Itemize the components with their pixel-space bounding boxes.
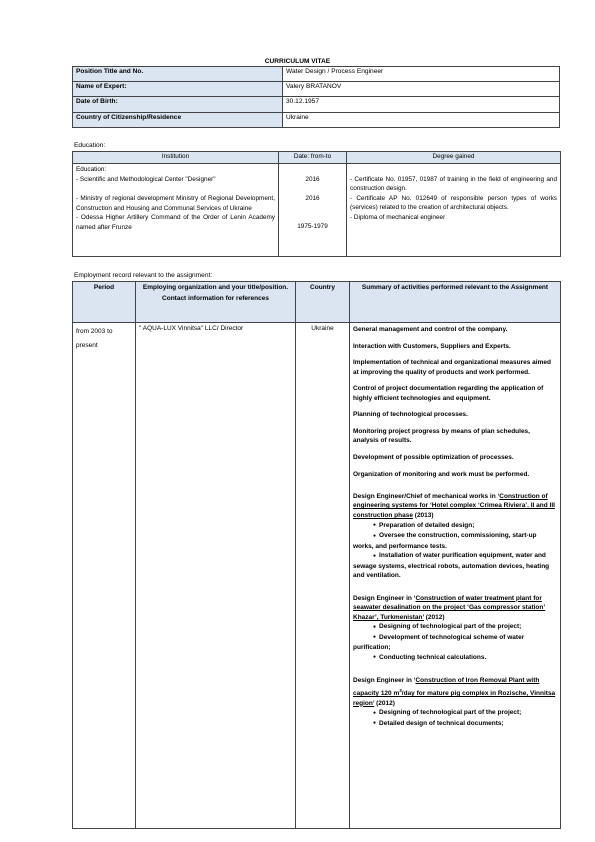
education-caption: Education: [74,142,106,149]
education-intro: Education: [76,166,107,173]
table-row [73,97,560,112]
table-row [73,67,560,82]
activity-item: Organization of monitoring and work must be performed. [353,470,530,478]
degree-text: - Certificate No. 01957, 01987 of training in the field of engineering and construction design. [350,175,557,192]
personal-info-table [72,66,560,128]
education-date: 1975-1979 [297,223,328,230]
project-heading [353,492,557,521]
field-value: 30.12.1957 [283,97,560,112]
table-row [73,323,561,829]
degree-text: - Certificate AP No. 012649 of responsible person types of works (services) related to the creation of architectural objects. [350,194,557,211]
project-year: (2012) [423,613,445,621]
project-year: (2012) [374,699,395,707]
column-header: Period [73,282,136,323]
degree-text: - Diploma of mechanical engineer [350,213,446,221]
activity-item: Planning of technological processes. [353,411,468,419]
superscript: 3 [399,687,402,693]
employment-caption: Employment record relevant to the assignment: [74,272,213,279]
period-cell: from 2003 to present [73,323,136,829]
project-title: Construction of water treatment plant for seawater desalination on the project ‘Gas compressor station’ Khazar’, Turkmenistan’ [353,594,546,621]
field-label: Position Title and No. [73,67,283,82]
date-cell [279,164,347,257]
project-heading [353,676,557,708]
column-header: Degree gained [347,152,561,164]
project-task-list [353,622,557,663]
activities-cell [350,323,561,829]
institution-name: - Ministry of regional development Ministry of Regional Development, Construction and Housing and Communal Services of Ukraine [76,195,275,212]
project-role: Design Engineer in ‘ [353,594,416,602]
table-row [73,82,560,97]
document-title: CURRICULUM VITAE [264,58,331,65]
column-header: Institution [73,152,279,164]
project-role: Design Engineer in ‘ [353,677,416,685]
column-header: Employing organization and your title/position. Contact information for references [136,282,296,323]
activity-item: Development of possible optimization of processes. [353,453,514,461]
project-title: Construction of engineering systems for ‘Hotel complex ‘Crimea Riviera’. II and III construction phase [353,492,555,519]
table-row [73,112,560,127]
column-header: Country [296,282,350,323]
education-date: 2016 [305,175,320,183]
field-label: Name of Expert: [73,82,283,97]
project-task-list [353,521,557,581]
field-label: Country of Citizenship/Residence [73,112,283,127]
project-title-part: /day for mature pig complex in Rozische, Vinnitsa region’ [353,690,556,707]
field-label: Date of Birth: [73,97,283,112]
field-value: Ukraine [283,112,560,127]
country-cell: Ukraine [296,323,350,829]
table-header-row [73,152,561,164]
project-year: (2013) [412,511,434,519]
activity-item: Monitoring project progress by means of plan schedules, analysis of results. [353,427,530,445]
education-table [72,151,561,257]
activity-item: Interaction with Customers, Suppliers and Experts. [353,342,511,350]
column-header: Date: from-to [279,152,347,164]
activity-item: Implementation of technical and organizational measures aimed at improving the quality of products and work performed. [353,359,551,376]
column-header: Summary of activities performed relevant to the Assignment [350,282,561,323]
organization-cell: " AQUA-LUX Vinnitsa" LLC/ Director [136,323,296,829]
project-task: ● Conducting technical calculations. [353,653,557,664]
employment-table [72,281,561,829]
institution-name: - Odessa Higher Artillery Command of the Order of Lenin Academy named after Frunze [76,214,275,231]
project-task-list [353,708,557,729]
field-value: Water Design / Process Engineer [283,67,560,82]
project-task: ● Development of technological scheme of water purification; [353,633,557,653]
project-task: ● Designing of technological part of the project; [353,622,557,633]
activity-item: General management and control of the company. [353,326,508,333]
institution-name: - Scientific and Methodological Center "Designer" [76,175,216,183]
project-heading [353,594,557,623]
institution-cell [73,164,279,257]
field-value: Valery BRATANOV [283,82,560,97]
table-row [73,164,561,257]
activity-item: Control of project documentation regarding the application of highly efficient technologies and equipment. [353,385,544,402]
degree-cell [347,164,561,257]
project-role: Design Engineer/Chief of mechanical works in ‘ [353,492,500,500]
education-date: 2016 [305,194,320,202]
table-header-row [73,282,561,323]
project-task: ● Designing of technological part of the project; [353,708,557,719]
project-task: ● Detailed design of technical documents; [353,719,557,730]
project-task: ● Oversee the construction, commissioning, start-up works, and performance tests. [353,531,557,551]
project-task: ● Installation of water purification equipment, water and sewage systems, electrical robots, automation devices, heating and ventilation. [353,551,557,581]
project-task: ● Preparation of detailed design; [353,521,557,532]
project-title-part: Construction of Iron Removal Plant with capacity 120 m [353,677,540,698]
